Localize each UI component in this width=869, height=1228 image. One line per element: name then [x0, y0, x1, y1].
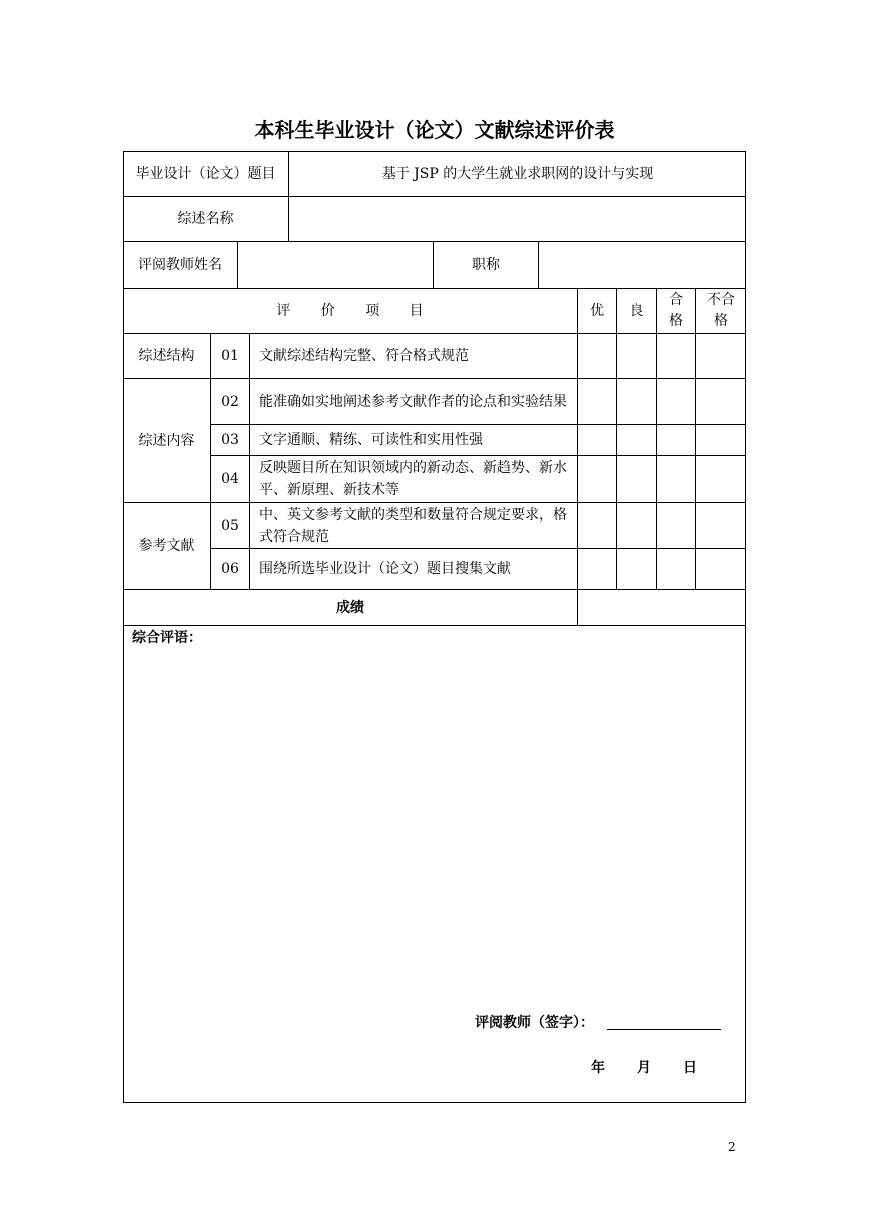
date-year: 年	[591, 1060, 605, 1076]
page-number: 2	[728, 1140, 736, 1154]
job-title-label: 职称	[472, 257, 500, 273]
comments-area[interactable]	[124, 651, 745, 1011]
grade-pass-header-line2: 格	[669, 313, 683, 329]
grade-pass-header	[657, 289, 695, 333]
grade-fail-header-line1: 不合	[707, 292, 735, 308]
criterion-number: 01	[221, 348, 239, 364]
signature-line[interactable]	[607, 1029, 721, 1030]
grade-good-header: 良	[629, 303, 644, 319]
signature-label: 评阅教师（签字）：	[475, 1015, 594, 1031]
date-day: 日	[683, 1060, 697, 1076]
group-references-label: 参考文献	[138, 538, 195, 554]
grade-excellent-header: 优	[590, 303, 604, 319]
form-title: 本科生毕业设计（论文）文献综述评价表	[254, 118, 615, 142]
group-structure-label: 综述结构	[138, 348, 195, 364]
criterion-number: 02	[221, 393, 239, 410]
topic-value[interactable]: 基于 JSP 的大学生就业求职网的设计与实现	[381, 165, 654, 182]
criterion-text: 文字通顺、精练、可读性和实用性强	[259, 432, 483, 448]
criterion-number: 06	[221, 561, 239, 577]
grade-pass-header-line1: 合	[669, 292, 683, 308]
topic-label: 毕业设计（论文）题目	[135, 165, 276, 182]
group-content-label: 综述内容	[138, 432, 195, 449]
evaluation-table	[123, 151, 746, 1103]
criterion-number: 04	[221, 471, 239, 487]
criterion-text: 能准确如实地阐述参考文献作者的论点和实验结果	[259, 393, 567, 410]
review-name-label: 综述名称	[177, 211, 234, 227]
criteria-header: 评 价 项 目	[276, 303, 424, 319]
reviewer-name-label: 评阅教师姓名	[138, 257, 222, 273]
criterion-text: 围绕所选毕业设计（论文）题目搜集文献	[259, 561, 511, 577]
grade-fail-header-line2: 格	[714, 313, 728, 329]
score-label: 成绩	[336, 599, 364, 616]
criterion-number: 03	[221, 432, 239, 448]
reviewer-name-field[interactable]	[238, 242, 433, 288]
date-month: 月	[637, 1060, 651, 1076]
grade-fail-header	[696, 289, 746, 333]
score-field[interactable]	[578, 590, 746, 625]
criterion-number: 05	[221, 517, 239, 534]
criterion-text: 文献综述结构完整、符合格式规范	[259, 348, 469, 364]
criterion-text: 中、英文参考文献的类型和数量符合规定要求，格式符合规范	[259, 506, 567, 545]
review-name-field[interactable]	[289, 197, 746, 241]
job-title-field[interactable]	[539, 242, 746, 288]
criterion-text: 反映题目所在知识领域内的新动态、新趋势、新水平、新原理、新技术等	[259, 460, 567, 498]
comments-label: 综合评语：	[132, 630, 202, 646]
